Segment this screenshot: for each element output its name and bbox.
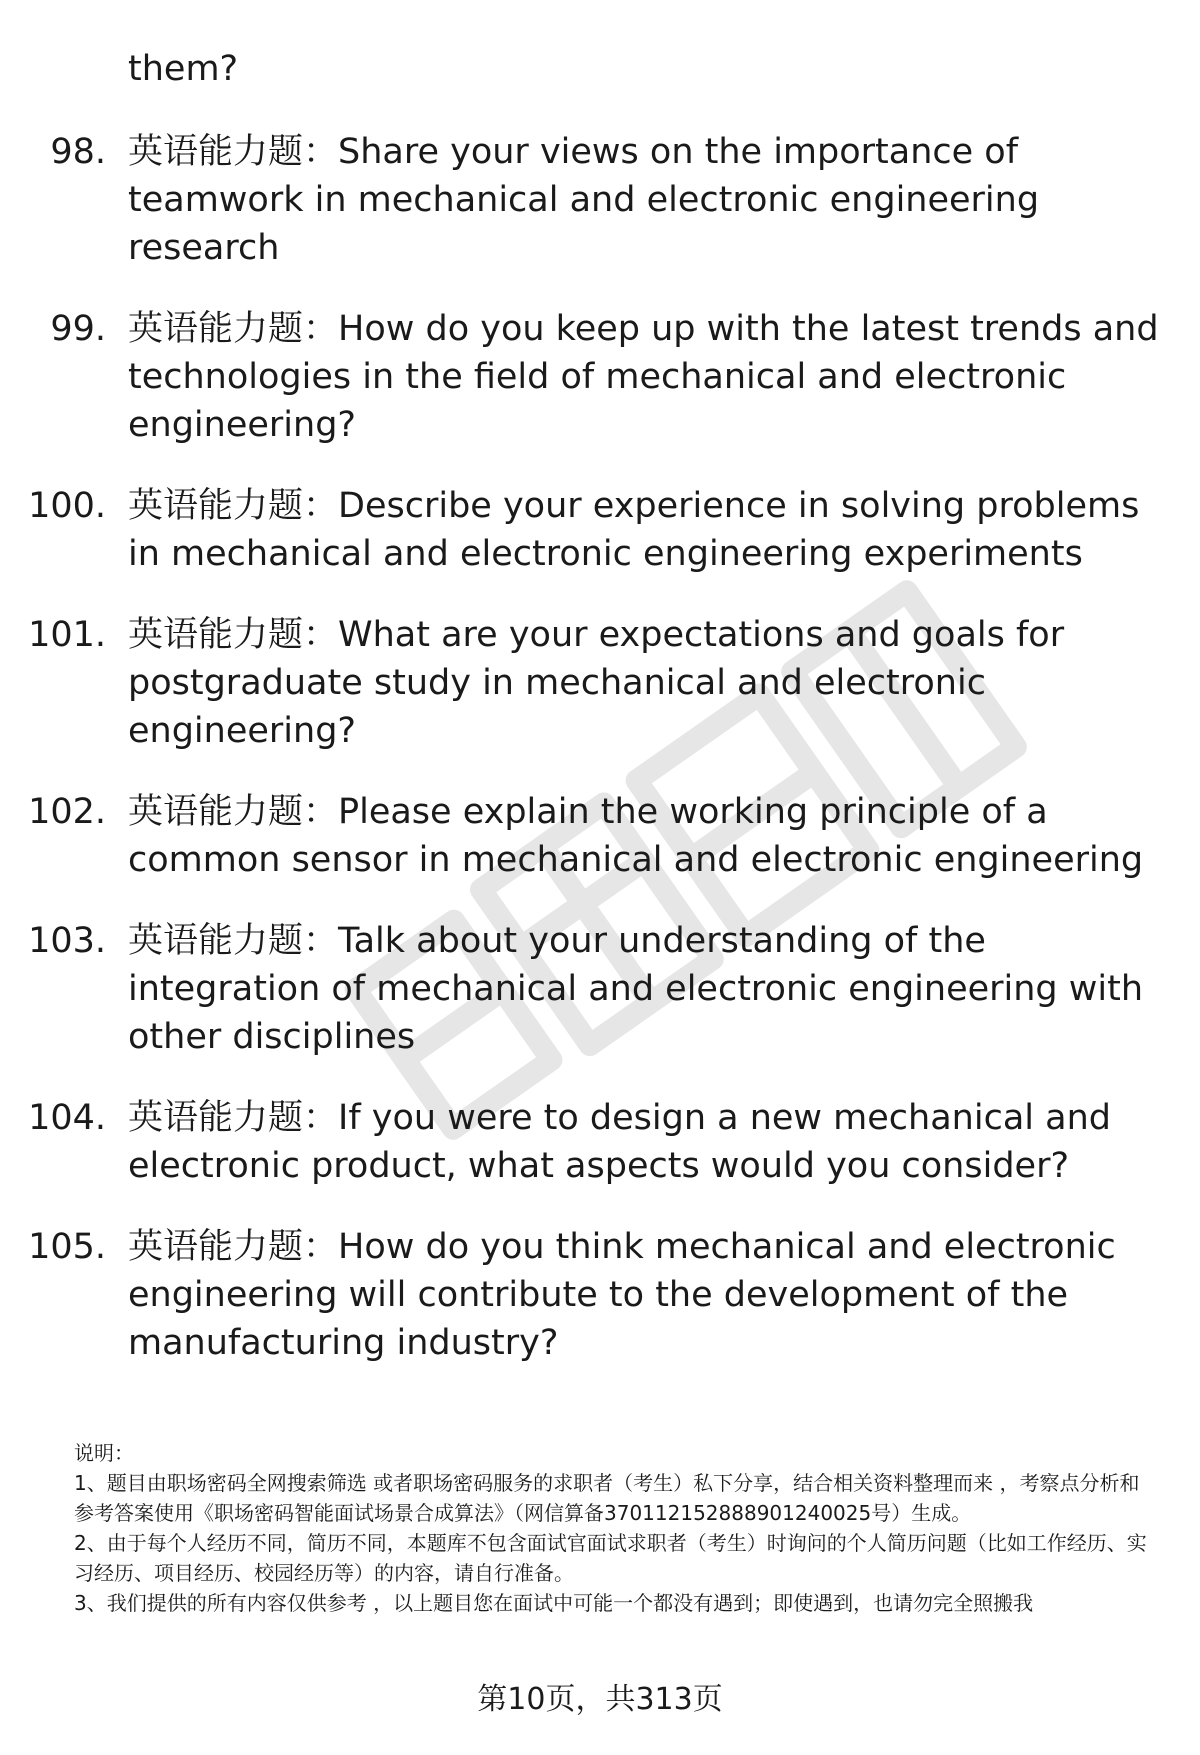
- notes-item: 2、由于每个人经历不同，简历不同，本题库不包含面试官面试求职者（考生）时询问的个人简历问题（比如工作经历、实习经历、项目经历、校园经历等）的内容，请自行准备。: [74, 1531, 1147, 1585]
- question-item: [0, 788, 1200, 884]
- previous-question-continuation: them?: [128, 49, 239, 89]
- question-text: 英语能力题：Describe your experience in solving problems in mechanical and electronic engineering experiments: [128, 486, 1140, 574]
- question-item: [0, 611, 1200, 755]
- question-item: [0, 1094, 1200, 1190]
- question-text: 英语能力题：How do you think mechanical and electronic engineering will contribute to the development of the manufacturing industry?: [128, 1227, 1116, 1363]
- question-item: [0, 482, 1200, 578]
- question-text: 英语能力题：If you were to design a new mechanical and electronic product, what aspects would you consider?: [128, 1098, 1111, 1186]
- page-number: 第10页，共313页: [477, 1682, 723, 1717]
- question-text: 英语能力题：Please explain the working principle of a common sensor in mechanical and electronic engineering: [128, 792, 1144, 880]
- question-number: 98.: [50, 132, 106, 172]
- question-item: [0, 305, 1200, 449]
- question-number: 101.: [28, 615, 106, 655]
- question-number: 102.: [28, 792, 106, 832]
- question-number: 103.: [28, 921, 106, 961]
- question-item: [0, 917, 1200, 1061]
- question-list: [0, 45, 1200, 1400]
- question-text: 英语能力题：Talk about your understanding of the integration of mechanical and electronic engineering with other disciplines: [128, 921, 1144, 1057]
- notes-section: [74, 1438, 1154, 1618]
- notes-item: 1、题目由职场密码全网搜索筛选 或者职场密码服务的求职者（考生）私下分享，结合相关资料整理而来 ，考察点分析和参考答案使用《职场密码智能面试场景合成算法》（网信算备370112152888901240025号）生成。: [74, 1471, 1140, 1525]
- notes-heading: 说明：: [74, 1441, 134, 1465]
- question-number: 99.: [50, 309, 106, 349]
- question-number: 105.: [28, 1227, 106, 1267]
- question-text: 英语能力题：How do you keep up with the latest trends and technologies in the field of mechanical and electronic engineering?: [128, 309, 1159, 445]
- question-text: 英语能力题：What are your expectations and goals for postgraduate study in mechanical and electronic engineering?: [128, 615, 1065, 751]
- question-item: [0, 1223, 1200, 1367]
- question-number: 104.: [28, 1098, 106, 1138]
- notes-item: 3、我们提供的所有内容仅供参考 ，以上题目您在面试中可能一个都没有遇到；即使遇到，也请勿完全照搬我: [74, 1591, 1034, 1615]
- question-item: [0, 128, 1200, 272]
- question-number: 100.: [28, 486, 106, 526]
- question-text: 英语能力题：Share your views on the importance of teamwork in mechanical and electronic engineering research: [128, 132, 1040, 268]
